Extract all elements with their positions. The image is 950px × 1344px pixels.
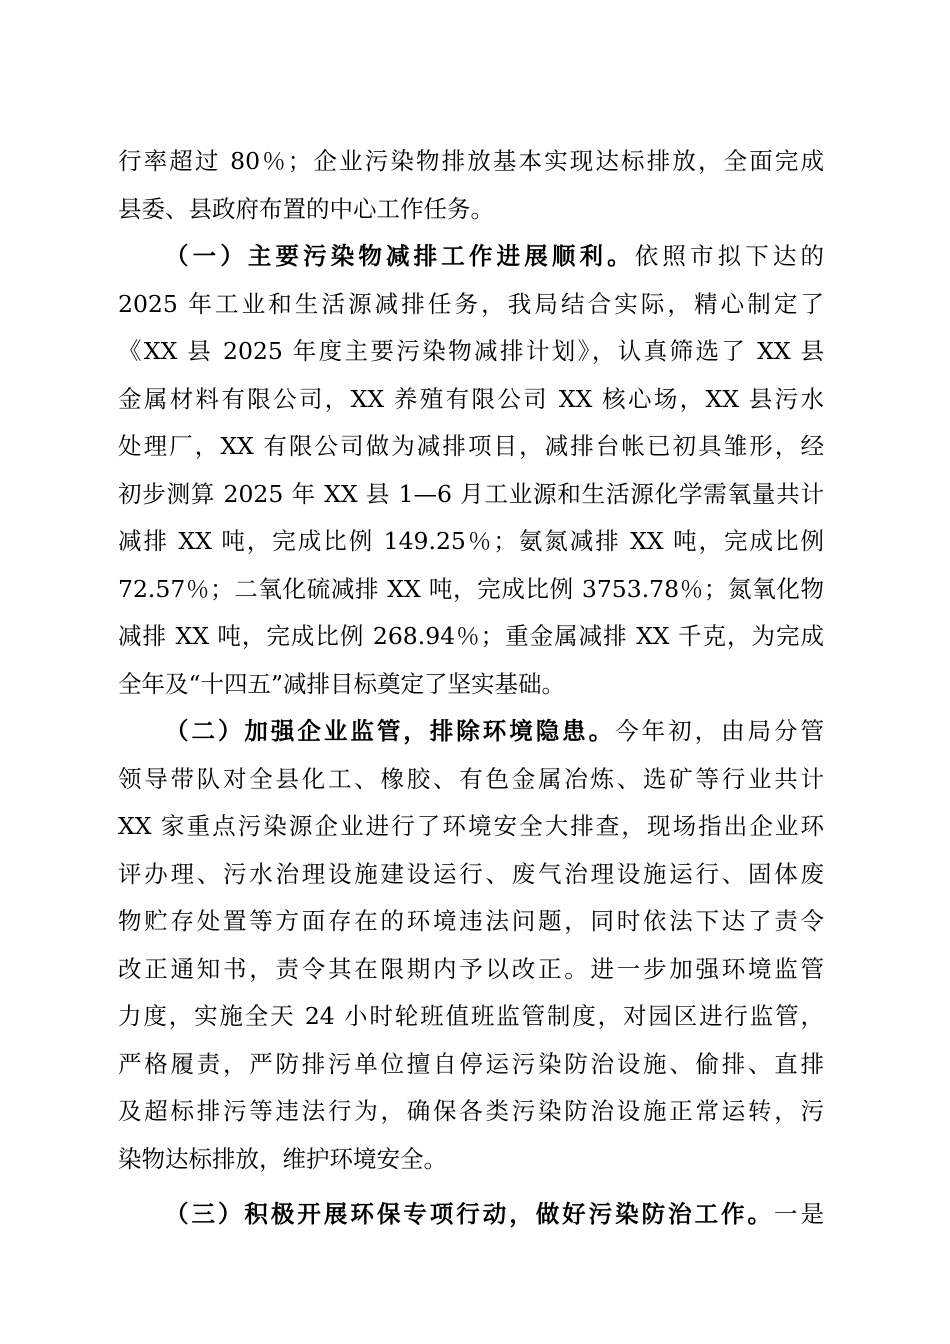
section2-line: XX 家重点污染源企业进行了环境安全大排查，现场指出企业环 (118, 812, 824, 840)
document-body (118, 138, 824, 1239)
section1-heading: （一）主要污染物减排工作进展顺利。 (165, 242, 635, 270)
section2-first-line (118, 708, 824, 756)
section1-line: 72.57％；二氧化硫减排 XX 吨，完成比例 3753.78％；氮氧化物 (118, 574, 824, 603)
section2-line: 改正通知书，责令其在限期内予以改正。进一步加强环境监管 (118, 954, 824, 983)
section3-first-line-rest: 一是 (774, 1200, 824, 1228)
section1-line: 金属材料有限公司，XX 养殖有限公司 XX 核心场，XX 县污水 (118, 384, 824, 413)
section1-line: 处理厂，XX 有限公司做为减排项目，减排台帐已初具雏形，经 (118, 432, 824, 460)
section2-heading: （二）加强企业监管，排除环境隐患。 (165, 717, 616, 745)
section3-heading: （三）积极开展环保专项行动，做好污染防治工作。 (165, 1200, 775, 1228)
section2-line: 力度，实施全天 24 小时轮班值班监管制度，对园区进行监管， (118, 1002, 824, 1030)
section1-first-line (118, 233, 824, 281)
section2-line: 及超标排污等违法行为，确保各类污染防治设施正常运转，污 (118, 1097, 824, 1125)
section2-line: 领导带队对全县化工、橡胶、有色金属冶炼、选矿等行业共计 (118, 764, 824, 793)
section2-line: 评办理、污水治理设施建设运行、废气治理设施运行、固体废 (118, 859, 824, 888)
section1-last-line: 全年及“十四五”减排目标奠定了坚实基础。 (118, 669, 566, 698)
section1-line: 初步测算 2025 年 XX 县 1—6 月工业源和生活源化学需氧量共计 (118, 479, 824, 508)
section3-first-line (118, 1191, 824, 1239)
intro-line-1: 行率超过 80％；企业污染物排放基本实现达标排放，全面完成 (118, 147, 824, 175)
section2-line: 物贮存处置等方面存在的环境违法问题，同时依法下达了责令 (118, 907, 824, 935)
paragraph-spacer (118, 1183, 824, 1191)
section2-last-line: 染物达标排放，维护环境安全。 (118, 1144, 447, 1173)
section2-line: 严格履责，严防排污单位擅自停运污染防治设施、偷排、直排 (118, 1049, 824, 1078)
section1-line: 2025 年工业和生活源减排任务，我局结合实际，精心制定了 (118, 289, 824, 318)
section1-line: 《XX 县 2025 年度主要污染物减排计划》，认真筛选了 XX 县 (118, 337, 824, 365)
section1-first-line-rest: 依照市拟下达的 (634, 242, 824, 270)
section1-line: 减排 XX 吨，完成比例 149.25％；氨氮减排 XX 吨，完成比例 (118, 527, 824, 555)
section2-first-line-rest: 今年初，由局分管 (615, 717, 824, 745)
intro-line-2: 县委、县政府布置的中心工作任务。 (118, 194, 494, 223)
section1-line: 减排 XX 吨，完成比例 268.94％；重金属减排 XX 千克，为完成 (118, 622, 824, 650)
